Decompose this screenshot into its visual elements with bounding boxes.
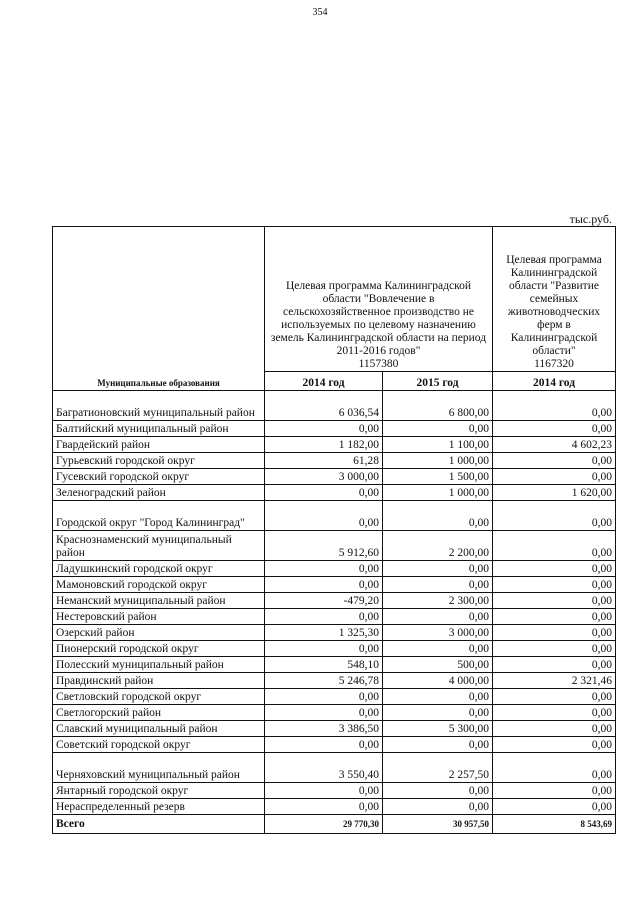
value-cell: 0,00 xyxy=(265,641,383,657)
table-row xyxy=(53,469,616,485)
program1-code: 1157380 xyxy=(358,358,399,370)
municipality-name: Советский городской округ xyxy=(53,737,265,753)
value-cell: -479,20 xyxy=(265,593,383,609)
value-cell: 2 257,50 xyxy=(383,753,493,783)
value-cell: 0,00 xyxy=(265,799,383,815)
table-row xyxy=(53,689,616,705)
value-cell: 0,00 xyxy=(493,689,616,705)
municipality-name: Городской округ "Город Калининград" xyxy=(53,501,265,531)
value-cell: 0,00 xyxy=(493,799,616,815)
value-cell: 5 246,78 xyxy=(265,673,383,689)
table-row xyxy=(53,577,616,593)
value-cell: 0,00 xyxy=(265,783,383,799)
value-cell: 0,00 xyxy=(493,737,616,753)
program2-title: Целевая программа Калининградской области "Развитие семейных животноводческих ферм в Калининградской области" xyxy=(506,254,602,357)
total-row xyxy=(53,815,616,834)
municipality-name: Балтийский муниципальный район xyxy=(53,421,265,437)
year-header: 2015 год xyxy=(383,372,493,391)
municipality-name: Нестеровский район xyxy=(53,609,265,625)
table-row xyxy=(53,753,616,783)
value-cell: 0,00 xyxy=(493,577,616,593)
value-cell: 0,00 xyxy=(265,561,383,577)
table-row xyxy=(53,625,616,641)
value-cell: 1 100,00 xyxy=(383,437,493,453)
value-cell: 3 000,00 xyxy=(265,469,383,485)
municipality-name: Светлогорский район xyxy=(53,705,265,721)
value-cell: 2 321,46 xyxy=(493,673,616,689)
value-cell: 1 000,00 xyxy=(383,453,493,469)
value-cell: 3 386,50 xyxy=(265,721,383,737)
value-cell: 3 000,00 xyxy=(383,625,493,641)
municipality-name: Янтарный городской округ xyxy=(53,783,265,799)
value-cell: 0,00 xyxy=(493,501,616,531)
value-cell: 0,00 xyxy=(493,453,616,469)
municipality-name: Пионерский городской округ xyxy=(53,641,265,657)
value-cell: 0,00 xyxy=(383,501,493,531)
table-row xyxy=(53,453,616,469)
value-cell: 0,00 xyxy=(265,705,383,721)
municipality-name: Багратионовский муниципальный район xyxy=(53,391,265,421)
municipality-name: Нераспределенный резерв xyxy=(53,799,265,815)
municipality-name: Краснознаменский муниципальный район xyxy=(53,531,265,561)
value-cell: 0,00 xyxy=(265,485,383,501)
value-cell: 0,00 xyxy=(383,577,493,593)
table-row xyxy=(53,721,616,737)
value-cell: 1 000,00 xyxy=(383,485,493,501)
value-cell: 1 325,30 xyxy=(265,625,383,641)
total-value: 8 543,69 xyxy=(493,815,616,834)
value-cell: 5 300,00 xyxy=(383,721,493,737)
municipality-name: Мамоновский городской округ xyxy=(53,577,265,593)
table-row xyxy=(53,501,616,531)
table-row xyxy=(53,737,616,753)
municipality-name: Неманский муниципальный район xyxy=(53,593,265,609)
value-cell: 0,00 xyxy=(493,721,616,737)
value-cell: 1 620,00 xyxy=(493,485,616,501)
value-cell: 500,00 xyxy=(383,657,493,673)
value-cell: 0,00 xyxy=(383,799,493,815)
municipality-header: Муниципальные образования xyxy=(53,227,265,391)
table-row xyxy=(53,657,616,673)
table-row xyxy=(53,799,616,815)
municipality-name: Озерский район xyxy=(53,625,265,641)
table-row xyxy=(53,485,616,501)
year-header: 2014 год xyxy=(265,372,383,391)
units-label: тыс.руб. xyxy=(569,212,612,226)
table-row xyxy=(53,593,616,609)
value-cell: 0,00 xyxy=(383,689,493,705)
value-cell: 0,00 xyxy=(493,783,616,799)
table-row xyxy=(53,421,616,437)
program2-header xyxy=(493,227,616,372)
table-row xyxy=(53,437,616,453)
table-row xyxy=(53,641,616,657)
total-value: 30 957,50 xyxy=(383,815,493,834)
value-cell: 4 602,23 xyxy=(493,437,616,453)
table-row xyxy=(53,391,616,421)
value-cell: 0,00 xyxy=(265,421,383,437)
value-cell: 5 912,60 xyxy=(265,531,383,561)
value-cell: 0,00 xyxy=(383,421,493,437)
value-cell: 0,00 xyxy=(493,593,616,609)
municipality-name: Гусевский городской округ xyxy=(53,469,265,485)
value-cell: 0,00 xyxy=(383,561,493,577)
total-label: Всего xyxy=(53,815,265,834)
value-cell: 548,10 xyxy=(265,657,383,673)
value-cell: 4 000,00 xyxy=(383,673,493,689)
table-row xyxy=(53,609,616,625)
value-cell: 0,00 xyxy=(493,469,616,485)
value-cell: 0,00 xyxy=(493,531,616,561)
municipality-name: Светловский городской округ xyxy=(53,689,265,705)
value-cell: 0,00 xyxy=(383,609,493,625)
municipality-name: Гвардейский район xyxy=(53,437,265,453)
value-cell: 0,00 xyxy=(265,577,383,593)
table-row xyxy=(53,673,616,689)
value-cell: 0,00 xyxy=(493,625,616,641)
value-cell: 0,00 xyxy=(265,609,383,625)
page-number: 354 xyxy=(312,7,328,18)
table-row xyxy=(53,783,616,799)
value-cell: 0,00 xyxy=(493,391,616,421)
municipality-name: Славский муниципальный район xyxy=(53,721,265,737)
value-cell: 0,00 xyxy=(265,689,383,705)
value-cell: 0,00 xyxy=(493,705,616,721)
value-cell: 2 200,00 xyxy=(383,531,493,561)
value-cell: 0,00 xyxy=(493,657,616,673)
value-cell: 3 550,40 xyxy=(265,753,383,783)
budget-table xyxy=(52,226,616,834)
value-cell: 0,00 xyxy=(493,753,616,783)
value-cell: 6 036,54 xyxy=(265,391,383,421)
value-cell: 61,28 xyxy=(265,453,383,469)
municipality-name: Полесский муниципальный район xyxy=(53,657,265,673)
year-header: 2014 год xyxy=(493,372,616,391)
value-cell: 0,00 xyxy=(493,609,616,625)
program1-title: Целевая программа Калининградской области "Вовлечение в сельскохозяйственное производство не используемых по целевому назначению земель Калининградской области на период 2011-2016 годов" xyxy=(270,280,487,357)
value-cell: 1 500,00 xyxy=(383,469,493,485)
table-row xyxy=(53,531,616,561)
value-cell: 0,00 xyxy=(493,421,616,437)
total-value: 29 770,30 xyxy=(265,815,383,834)
value-cell: 0,00 xyxy=(383,641,493,657)
municipality-name: Зеленоградский район xyxy=(53,485,265,501)
program1-header xyxy=(265,227,493,372)
value-cell: 0,00 xyxy=(265,501,383,531)
value-cell: 0,00 xyxy=(383,705,493,721)
value-cell: 0,00 xyxy=(383,737,493,753)
municipality-name: Гурьевский городской округ xyxy=(53,453,265,469)
value-cell: 0,00 xyxy=(265,737,383,753)
table-row xyxy=(53,561,616,577)
municipality-name: Правдинский район xyxy=(53,673,265,689)
value-cell: 0,00 xyxy=(383,783,493,799)
table-row xyxy=(53,705,616,721)
value-cell: 1 182,00 xyxy=(265,437,383,453)
value-cell: 6 800,00 xyxy=(383,391,493,421)
program2-code: 1167320 xyxy=(534,358,574,370)
value-cell: 0,00 xyxy=(493,561,616,577)
value-cell: 0,00 xyxy=(493,641,616,657)
municipality-name: Черняховский муниципальный район xyxy=(53,753,265,783)
municipality-name: Ладушкинский городской округ xyxy=(53,561,265,577)
value-cell: 2 300,00 xyxy=(383,593,493,609)
